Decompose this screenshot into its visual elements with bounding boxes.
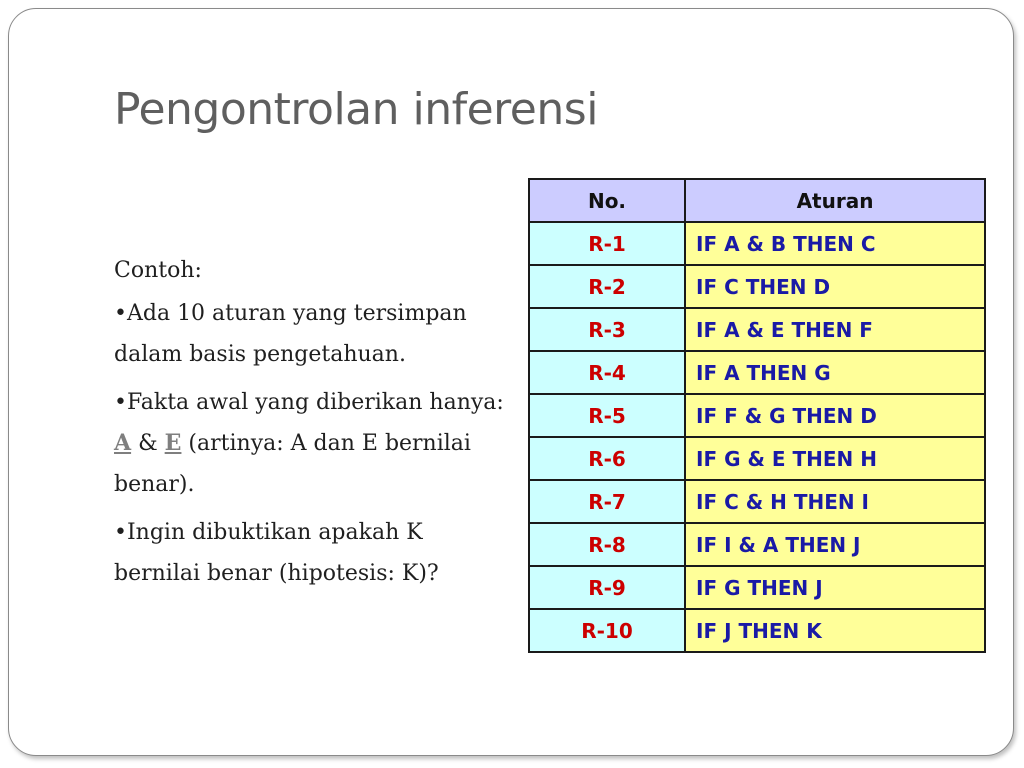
rule-text: IF G & E THEN H: [685, 437, 985, 480]
content-body: [114, 250, 514, 601]
intro-text: Contoh:: [114, 258, 202, 283]
table-row: [529, 437, 985, 480]
rule-number: R-4: [529, 351, 685, 394]
bullet-marker: •: [114, 301, 127, 326]
column-header-aturan: Aturan: [685, 179, 985, 222]
bullet-text: (artinya: A dan E bernilai benar).: [114, 431, 471, 497]
rule-text: IF C THEN D: [685, 265, 985, 308]
slide-title: Pengontrolan inferensi: [114, 84, 598, 135]
rule-number: R-9: [529, 566, 685, 609]
rules-table: [528, 178, 986, 653]
column-header-no: No.: [529, 179, 685, 222]
table-row: [529, 308, 985, 351]
rule-text: IF A THEN G: [685, 351, 985, 394]
table-row: [529, 609, 985, 652]
table-row: [529, 523, 985, 566]
table-row: [529, 566, 985, 609]
rule-number: R-5: [529, 394, 685, 437]
rule-number: R-1: [529, 222, 685, 265]
bullet-marker: •: [114, 520, 127, 545]
table-header-row: [529, 179, 985, 222]
rule-text: IF G THEN J: [685, 566, 985, 609]
rule-text: IF A & B THEN C: [685, 222, 985, 265]
bullet-marker: •: [114, 390, 127, 415]
bullet-item-initial-facts: [114, 382, 514, 505]
rule-text: IF A & E THEN F: [685, 308, 985, 351]
bullet-item-rules-count: [114, 293, 514, 375]
table-row: [529, 265, 985, 308]
rule-number: R-8: [529, 523, 685, 566]
rule-text: IF F & G THEN D: [685, 394, 985, 437]
rule-text: IF C & H THEN I: [685, 480, 985, 523]
rule-number: R-7: [529, 480, 685, 523]
table-row: [529, 351, 985, 394]
rule-text: IF I & A THEN J: [685, 523, 985, 566]
rule-number: R-10: [529, 609, 685, 652]
table-row: [529, 394, 985, 437]
table-row: [529, 222, 985, 265]
bullet-text: Ingin dibuktikan apakah K bernilai benar (hipotesis: K)?: [114, 520, 439, 586]
bullet-item-hypothesis: [114, 512, 514, 594]
table-row: [529, 480, 985, 523]
bullet-text: Ada 10 aturan yang tersimpan dalam basis pengetahuan.: [114, 301, 467, 367]
bullet-text: &: [131, 431, 165, 456]
rule-text: IF J THEN K: [685, 609, 985, 652]
rule-number: R-2: [529, 265, 685, 308]
fact-e-highlight: E: [164, 430, 182, 456]
bullet-text: Fakta awal yang diberikan hanya:: [126, 390, 504, 415]
rule-number: R-6: [529, 437, 685, 480]
fact-a-highlight: A: [114, 430, 132, 456]
rule-number: R-3: [529, 308, 685, 351]
